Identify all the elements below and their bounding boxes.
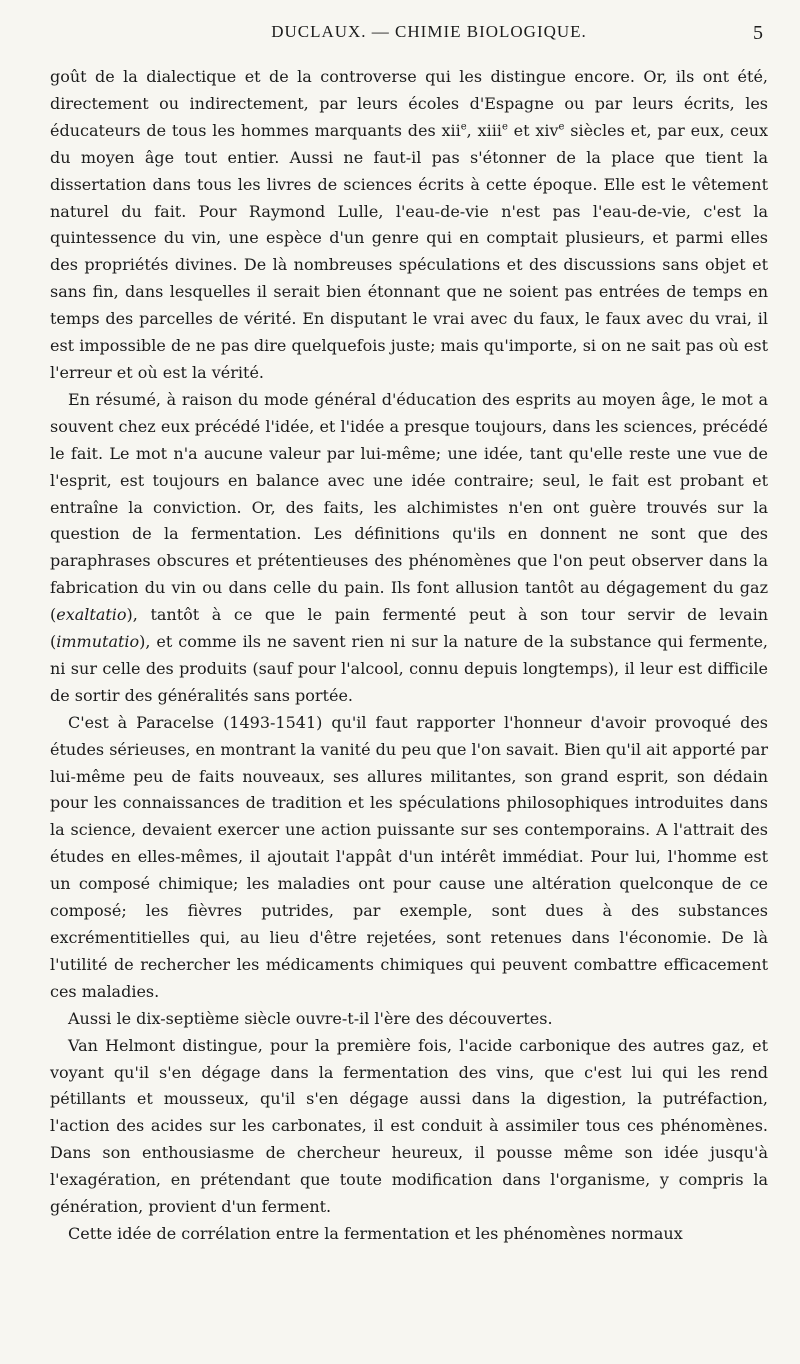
paragraph-1 xyxy=(50,64,768,387)
body-text xyxy=(50,64,768,1248)
paragraph-5: Van Helmont distingue, pour la première fois, l'acide carbonique des autres gaz, et voyant qu'il s'en dégage dans la fermentation des vins, que c'est lui qui les rend pétillants et mousseux, qu'il s'en dégage aussi dans la digestion, la putréfaction, l'action des acides sur les carbonates, il est conduit à assimiler tous ces phénomènes. Dans son enthousiasme de chercheur heureux, il pousse même son idée jusqu'à l'exagération, en prétendant que toute modification dans l'organisme, y compris la génération, provient d'un ferment. xyxy=(50,1035,768,1217)
paragraph-1-part-a: goût de la dialectique et de la controverse qui les distingue encore. Or, ils ont été, directement ou indirectement, par leurs écoles d'Espagne ou par leurs écrits, les éducateurs de tous les hommes marquants des xii xyxy=(50,67,768,140)
superscript-e-2: e xyxy=(501,121,508,133)
term-exaltatio: exaltatio xyxy=(56,605,127,625)
superscript-e-3: e xyxy=(558,121,565,133)
page-number: 5 xyxy=(753,22,764,44)
paragraph-1-part-d: siècles et, par eux, ceux du moyen âge tout entier. Aussi ne faut-il pas s'étonner de la place que tient la dissertation dans tous les livres de sciences écrits à cette époque. Elle est le vêtement naturel du fait. Pour Raymond Lulle, l'eau-de-vie n'est pas l'eau-de-vie, c'est la quintessence du vin, une espèce d'un genre qui en comptait plusieurs, et parmi elles des propriétés divines. De là nombreuses spéculations et des discussions sans objet et sans fin, dans lesquelles il serait bien étonnant que ne soient pas entrées de temps en temps des parcelles de vérité. En disputant le vrai avec du faux, le faux avec du vrai, il est impossible de ne pas dire quelquefois juste; mais qu'importe, si on ne sait pas où est l'erreur et où est la vérité. xyxy=(50,120,769,382)
paragraph-2-part-b: ), tantôt à ce que le pain fermenté peut à son tour servir de levain ( xyxy=(50,605,768,652)
paragraph-6: Cette idée de corrélation entre la fermentation et les phénomènes normaux xyxy=(68,1223,683,1243)
term-immutatio: immutatio xyxy=(56,632,140,652)
paragraph-1-part-b: , xiii xyxy=(466,120,502,140)
paragraph-2-part-a: En résumé, à raison du mode général d'éducation des esprits au moyen âge, le mot a souvent chez eux précédé l'idée, et l'idée a presque toujours, dans les sciences, précédé le fait. Le mot n'a aucune valeur par lui-même; une idée, tant qu'elle reste une vue de l'esprit, est toujours en balance avec une idée contraire; seul, le fait est probant et entraîne la conviction. Or, des faits, les alchimistes n'en ont guère trouvés sur la question de la fermentation. Les définitions qu'ils en donnent ne sont que des paraphrases obscures et prétentieuses des phénomènes que l'on peut observer dans la fabrication du vin ou dans celle du pain. Ils font allusion tantôt au dégagement du gaz ( xyxy=(50,389,768,625)
paragraph-2 xyxy=(50,387,768,710)
running-title: DUCLAUX. — CHIMIE BIOLOGIQUE. xyxy=(271,22,587,41)
paragraph-2-part-c: ), et comme ils ne savent rien ni sur la nature de la substance qui fermente, ni sur celle des produits (sauf pour l'alcool, connu depuis longtemps), il leur est difficile de sortir des généralités sans portée. xyxy=(50,632,768,705)
paragraph-1-part-c: et xiv xyxy=(507,120,559,140)
paragraph-4: Aussi le dix-septième siècle ouvre-t-il l'ère des découvertes. xyxy=(68,1008,553,1028)
running-head xyxy=(50,22,768,50)
superscript-e-1: e xyxy=(460,121,467,133)
paragraph-3: C'est à Paracelse (1493-1541) qu'il faut rapporter l'honneur d'avoir provoqué des études sérieuses, en montrant la vanité du peu que l'on savait. Bien qu'il ait apporté par lui-même peu de faits nouveaux, ses allures militantes, son grand esprit, son dédain pour les connaissances de tradition et les spéculations philosophiques introduites dans la science, devaient exercer une action puissante sur ses contemporains. A l'attrait des études en elles-mêmes, il ajoutait l'appât d'un intérêt immédiat. Pour lui, l'homme est un composé chimique; les maladies ont pour cause une altération quelconque de ce composé; les fièvres putrides, par exemple, sont dues à des substances excrémentitielles qui, au lieu d'être rejetées, sont retenues dans l'économie. De là l'utilité de rechercher les médicaments chimiques qui peuvent combattre efficacement ces maladies. xyxy=(50,712,768,1001)
